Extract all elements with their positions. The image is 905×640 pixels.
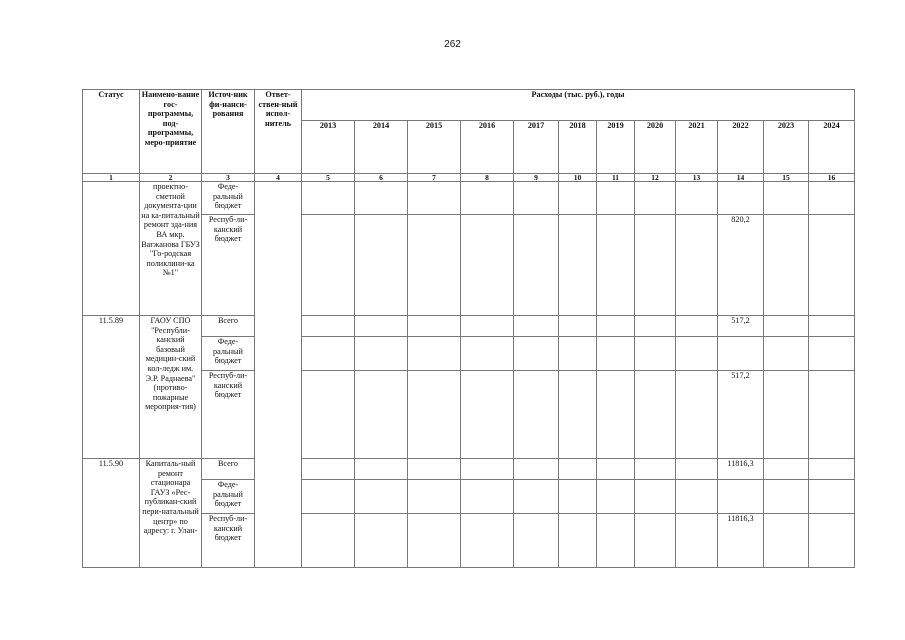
cell-value	[461, 514, 514, 568]
header-year: 2013	[302, 121, 355, 174]
column-number: 2	[140, 174, 202, 182]
cell-value	[355, 215, 408, 316]
column-number: 5	[302, 174, 355, 182]
table-row	[83, 182, 855, 215]
cell-value	[809, 337, 855, 371]
cell-value	[676, 371, 718, 459]
cell-value	[408, 514, 461, 568]
cell-value	[718, 182, 764, 215]
cell-value	[514, 316, 559, 337]
cell-value	[302, 182, 355, 215]
cell-value	[718, 480, 764, 514]
cell-value	[559, 316, 597, 337]
cell-value	[514, 215, 559, 316]
cell-value	[408, 215, 461, 316]
cell-value	[461, 182, 514, 215]
column-number: 13	[676, 174, 718, 182]
cell-value	[809, 316, 855, 337]
cell-value	[676, 182, 718, 215]
cell-value	[514, 371, 559, 459]
cell-value	[355, 459, 408, 480]
cell-value: 11816,3	[718, 514, 764, 568]
cell-value	[461, 480, 514, 514]
cell-value	[408, 459, 461, 480]
cell-value	[809, 480, 855, 514]
cell-value	[302, 316, 355, 337]
header-name: Наимено-вание гос-программы, под-программы, меро-приятие	[140, 90, 202, 174]
header-status: Статус	[83, 90, 140, 174]
cell-value	[302, 459, 355, 480]
cell-value	[302, 215, 355, 316]
cell-name: Капиталь-ный ремонт стационара ГАУЗ «Рес-публикан-ский пери-натальный центр» по адресу: г. Улан-	[140, 459, 202, 568]
cell-source: Феде-ральный бюджет	[202, 182, 255, 215]
table-row	[83, 459, 855, 480]
cell-value	[355, 514, 408, 568]
cell-source: Респуб-ли-канский бюджет	[202, 371, 255, 459]
cell-source: Респуб-ли-канский бюджет	[202, 514, 255, 568]
cell-value	[461, 337, 514, 371]
cell-value	[514, 182, 559, 215]
cell-value	[676, 215, 718, 316]
cell-value	[514, 514, 559, 568]
column-number: 6	[355, 174, 408, 182]
header-year: 2020	[635, 121, 676, 174]
cell-value: 517,2	[718, 316, 764, 337]
column-number: 10	[559, 174, 597, 182]
cell-value	[597, 182, 635, 215]
header-year: 2018	[559, 121, 597, 174]
cell-value	[302, 371, 355, 459]
cell-value	[597, 480, 635, 514]
cell-value	[635, 337, 676, 371]
cell-value	[597, 215, 635, 316]
cell-value	[559, 371, 597, 459]
cell-name: проектно-сметной документа-ции на ка-питальный ремонт зда-ния ВА мкр. Вагжанова ГБУЗ "Го-родская поликлини-ка №1"	[140, 182, 202, 316]
cell-value	[355, 337, 408, 371]
cell-value	[676, 514, 718, 568]
cell-value	[461, 215, 514, 316]
cell-source: Феде-ральный бюджет	[202, 337, 255, 371]
cell-value	[676, 480, 718, 514]
column-number: 1	[83, 174, 140, 182]
cell-name: ГАОУ СПО "Республи-канский базовый медицин-ский кол-ледж им. Э.Р. Раднаева" (противо-пожарные мероприя-тия)	[140, 316, 202, 459]
column-number: 16	[809, 174, 855, 182]
cell-status	[83, 182, 140, 316]
header-year: 2019	[597, 121, 635, 174]
cell-value	[559, 215, 597, 316]
cell-value	[635, 514, 676, 568]
cell-value	[764, 480, 809, 514]
cell-status: 11.5.90	[83, 459, 140, 568]
header-year: 2021	[676, 121, 718, 174]
cell-value	[355, 480, 408, 514]
cell-value	[514, 459, 559, 480]
cell-value	[408, 480, 461, 514]
cell-source: Всего	[202, 459, 255, 480]
cell-value	[764, 182, 809, 215]
cell-value	[514, 337, 559, 371]
cell-value	[764, 316, 809, 337]
cell-status: 11.5.89	[83, 316, 140, 459]
cell-value	[559, 459, 597, 480]
column-number: 12	[635, 174, 676, 182]
column-number: 9	[514, 174, 559, 182]
cell-value	[635, 371, 676, 459]
cell-value	[514, 480, 559, 514]
cell-value: 820,2	[718, 215, 764, 316]
header-year: 2015	[408, 121, 461, 174]
cell-value	[809, 182, 855, 215]
cell-value	[597, 514, 635, 568]
cell-value	[809, 371, 855, 459]
cell-source: Всего	[202, 316, 255, 337]
column-number: 3	[202, 174, 255, 182]
cell-value	[676, 459, 718, 480]
cell-value	[764, 459, 809, 480]
cell-value	[635, 480, 676, 514]
header-source: Источ-ник фи-нанси-рования	[202, 90, 255, 174]
cell-value: 11816,3	[718, 459, 764, 480]
cell-value	[408, 182, 461, 215]
cell-value	[676, 316, 718, 337]
cell-value	[635, 459, 676, 480]
cell-value	[597, 316, 635, 337]
header-expenses: Расходы (тыс. руб.), годы	[302, 90, 855, 121]
cell-value	[597, 459, 635, 480]
column-number: 15	[764, 174, 809, 182]
page-number: 262	[444, 39, 461, 50]
cell-value	[809, 514, 855, 568]
cell-value	[597, 337, 635, 371]
cell-value	[461, 459, 514, 480]
cell-value	[559, 337, 597, 371]
cell-value	[635, 215, 676, 316]
cell-value	[355, 316, 408, 337]
header-year: 2023	[764, 121, 809, 174]
column-number: 14	[718, 174, 764, 182]
cell-responsible	[255, 182, 302, 568]
cell-value	[461, 316, 514, 337]
cell-value	[809, 459, 855, 480]
cell-value	[718, 337, 764, 371]
cell-value	[408, 337, 461, 371]
cell-value	[635, 316, 676, 337]
cell-value	[302, 337, 355, 371]
cell-value	[764, 514, 809, 568]
cell-value	[676, 337, 718, 371]
cell-value	[764, 371, 809, 459]
header-year: 2024	[809, 121, 855, 174]
cell-value	[559, 514, 597, 568]
header-year: 2017	[514, 121, 559, 174]
cell-value	[764, 215, 809, 316]
column-number: 8	[461, 174, 514, 182]
cell-value	[355, 371, 408, 459]
cell-value: 517,2	[718, 371, 764, 459]
column-number: 7	[408, 174, 461, 182]
cell-value	[764, 337, 809, 371]
cell-value	[355, 182, 408, 215]
column-number: 4	[255, 174, 302, 182]
cell-source: Феде-ральный бюджет	[202, 480, 255, 514]
header-responsible: Ответ-ствен-ный испол-нитель	[255, 90, 302, 174]
header-year: 2016	[461, 121, 514, 174]
cell-value	[302, 514, 355, 568]
cell-value	[559, 182, 597, 215]
cell-value	[635, 182, 676, 215]
column-number: 11	[597, 174, 635, 182]
cell-source: Респуб-ли-канский бюджет	[202, 215, 255, 316]
cell-value	[559, 480, 597, 514]
cell-value	[809, 215, 855, 316]
header-year: 2022	[718, 121, 764, 174]
header-year: 2014	[355, 121, 408, 174]
cell-value	[302, 480, 355, 514]
cell-value	[461, 371, 514, 459]
cell-value	[408, 316, 461, 337]
cell-value	[597, 371, 635, 459]
budget-table	[82, 89, 855, 568]
cell-value	[408, 371, 461, 459]
table-row	[83, 316, 855, 337]
